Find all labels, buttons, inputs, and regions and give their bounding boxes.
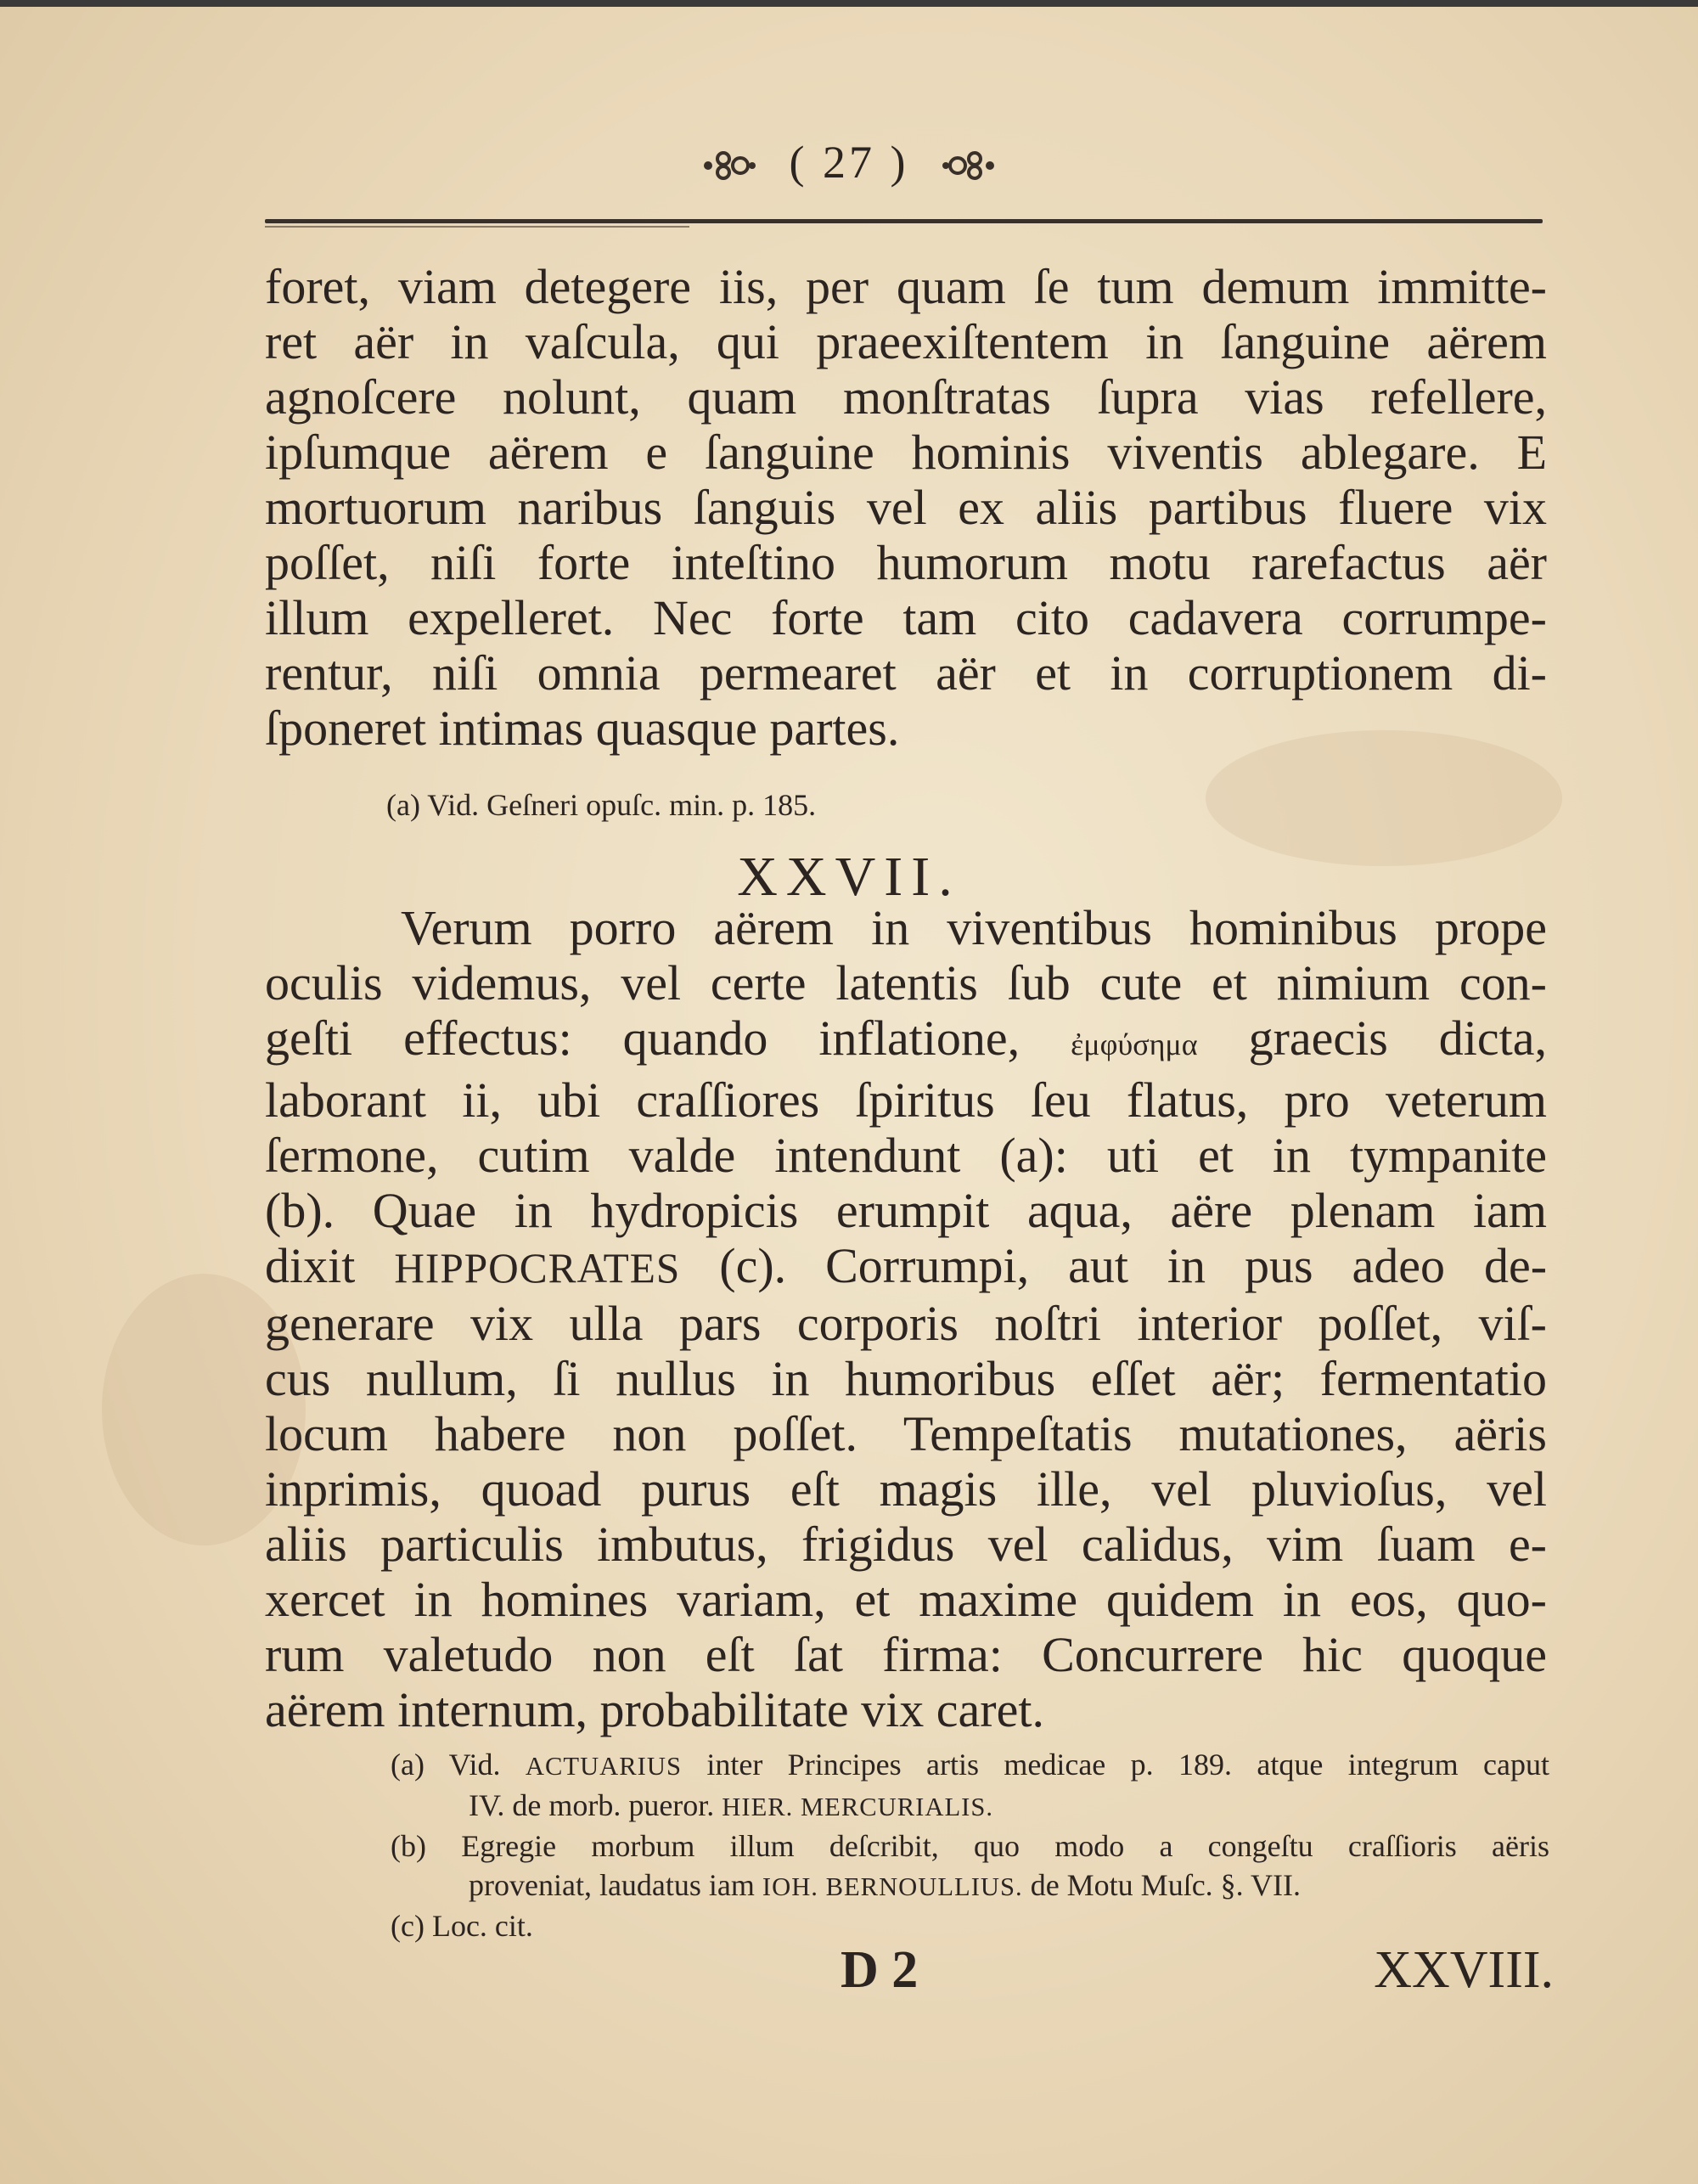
text-line: agnoſcere nolunt, quam monſtratas ſupra vias refellere,: [265, 369, 1547, 425]
section-paragraph: [265, 900, 1547, 1737]
footnote-top: [386, 785, 816, 825]
footnote-line: [391, 1786, 1549, 1827]
page-number: ( 27 ): [789, 137, 909, 188]
author-name: HIPPOCRATES: [394, 1245, 681, 1292]
footnote-line: [391, 1866, 1549, 1906]
scan-edge: [0, 0, 1698, 7]
text-line: xercet in homines variam, et maxime quidem in eos, quo-: [265, 1572, 1547, 1627]
text-fragment: graecis dicta,: [1248, 1010, 1548, 1066]
text-line: laborant ii, ubi craſſiores ſpiritus ſeu flatus, pro veterum: [265, 1072, 1547, 1128]
footnote-line: (c) Loc. cit.: [391, 1909, 533, 1943]
text-line: foret, viam detegere iis, per quam ſe tum demum immitte-: [265, 259, 1547, 314]
text-fragment: proveniat, laudatus iam: [469, 1868, 755, 1902]
text-fragment: (c). Corrumpi, aut in pus adeo de-: [719, 1238, 1548, 1293]
text-line: generare vix ulla pars corporis noſtri interior poſſet, viſ-: [265, 1296, 1547, 1351]
footnote-line: [391, 1745, 1549, 1786]
running-header: [0, 136, 1698, 194]
text-line: [265, 1238, 1547, 1296]
text-line: ret aër in vaſcula, qui praeexiſtentem in ſanguine aërem: [265, 314, 1547, 369]
text-line: illum expelleret. Nec forte tam cito cadavera corrumpe-: [265, 590, 1547, 645]
footnote-line: (b) Egregie morbum illum deſcribit, quo modo a congeſtu craſſioris aëris: [391, 1829, 1549, 1863]
text-fragment: IV. de morb. pueror.: [469, 1788, 715, 1822]
text-line: aërem internum, probabilitate vix caret.: [265, 1682, 1044, 1737]
text-line: aliis particulis imbutus, frigidus vel calidus, vim ſuam e-: [265, 1517, 1547, 1572]
author-name: ACTUARIUS: [525, 1752, 682, 1781]
footnote-line: (a) Vid. Geſneri opuſc. min. p. 185.: [386, 788, 817, 822]
greek-term: ἐμφύσημα: [1071, 1027, 1198, 1061]
text-line: (b). Quae in hydropicis erumpit aqua, aëre plenam iam: [265, 1183, 1547, 1238]
section-title: XXVII.: [737, 846, 961, 908]
text-line: rentur, niſi omnia permearet aër et in corruptionem di-: [265, 645, 1547, 701]
footnotes: [391, 1745, 1549, 1945]
text-line: ſermone, cutim valde intendunt (a): uti et in tympanite: [265, 1128, 1547, 1183]
text-line: inprimis, quoad purus eſt magis ille, vel pluvioſus, vel: [265, 1461, 1547, 1517]
right-ornament-icon: [941, 141, 1000, 194]
author-name: HIER. MERCURIALIS.: [722, 1793, 993, 1821]
signature-mark: D 2: [841, 1941, 919, 1999]
header-rule-thin: [265, 226, 689, 228]
top-paragraph: [265, 259, 1547, 756]
left-ornament-icon: [698, 141, 757, 194]
text-line: ſponeret intimas quasque partes.: [265, 701, 900, 756]
text-line: mortuorum naribus ſanguis vel ex aliis partibus fluere vix: [265, 480, 1547, 535]
catchword: XXVIII.: [1374, 1941, 1554, 1999]
text-line: oculis videmus, vel certe latentis ſub cute et nimium con-: [265, 955, 1547, 1010]
author-name: IOH. BERNOULLIUS.: [762, 1872, 1023, 1901]
text-line: ipſumque aërem e ſanguine hominis viventis ablegare. E: [265, 425, 1547, 480]
text-fragment: dixit: [265, 1238, 356, 1293]
text-line: poſſet, niſi forte inteſtino humorum motu rarefactus aër: [265, 535, 1547, 590]
header-rule: [265, 219, 1543, 223]
text-line: rum valetudo non eſt ſat firma: Concurrere hic quoque: [265, 1627, 1547, 1682]
text-line: cus nullum, ſi nullus in humoribus eſſet aër; fermentatio: [265, 1351, 1547, 1406]
text-line: locum habere non poſſet. Tempeſtatis mutationes, aëris: [265, 1406, 1547, 1461]
text-fragment: de Motu Muſc. §. VII.: [1030, 1868, 1301, 1902]
text-line: [265, 1010, 1547, 1072]
text-fragment: geſti effectus: quando inflatione,: [265, 1010, 1020, 1066]
text-line: Verum porro aërem in viventibus hominibus prope: [401, 900, 1547, 955]
text-fragment: (a) Vid.: [391, 1748, 501, 1782]
text-fragment: inter Principes artis medicae p. 189. atque integrum caput: [706, 1748, 1550, 1782]
